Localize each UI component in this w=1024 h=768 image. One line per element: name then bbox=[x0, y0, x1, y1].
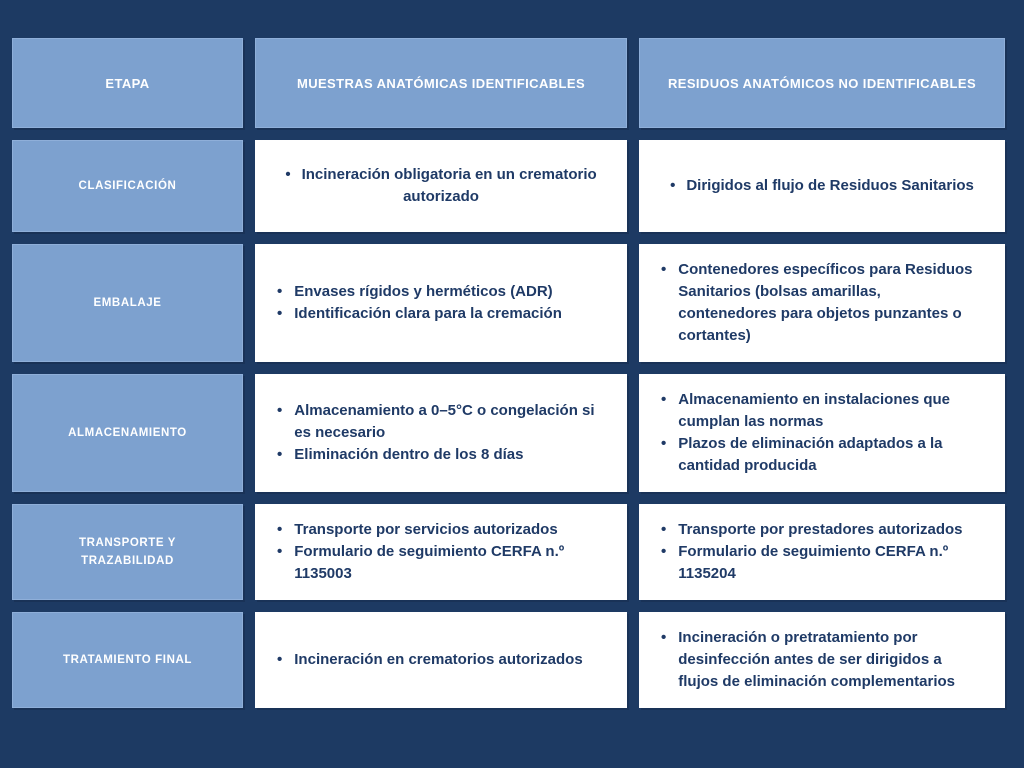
bullet-text: Identificación clara para la cremación bbox=[294, 305, 562, 322]
bullet-text: Transporte por prestadores autorizados bbox=[678, 521, 963, 539]
bullet-item bbox=[277, 303, 605, 325]
bullet-icon: • bbox=[661, 543, 667, 561]
content-cell bbox=[255, 504, 627, 600]
bullet-item bbox=[661, 433, 983, 477]
bullet-item bbox=[670, 175, 974, 197]
content-cell bbox=[639, 140, 1005, 232]
bullet-item bbox=[277, 400, 605, 444]
bullet-text: Formulario de seguimiento CERFA n.º 1135003 bbox=[294, 543, 565, 582]
bullet-text: Transporte por servicios autorizados bbox=[294, 521, 558, 539]
bullet-icon: • bbox=[277, 521, 283, 539]
bullet-icon: • bbox=[277, 283, 283, 301]
bullet-icon: • bbox=[661, 521, 667, 539]
bullet-icon: • bbox=[277, 651, 283, 669]
bullet-text: Plazos de eliminación adaptados a la cantidad producida bbox=[678, 435, 943, 474]
stage-cell: TRATAMIENTO FINAL bbox=[12, 612, 243, 708]
column-header-muestras-identificables: MUESTRAS ANATÓMICAS IDENTIFICABLES bbox=[255, 38, 627, 128]
bullet-text: Incineración obligatoria en un crematorio autorizado bbox=[301, 166, 597, 205]
bullet-text: Eliminación dentro de los 8 días bbox=[294, 445, 524, 463]
content-cell bbox=[255, 374, 627, 492]
bullet-icon: • bbox=[277, 445, 283, 463]
bullet-icon: • bbox=[277, 543, 283, 561]
bullet-text: Almacenamiento en instalaciones que cumplan las normas bbox=[678, 391, 951, 431]
column-header-etapa: ETAPA bbox=[12, 38, 243, 128]
content-cell bbox=[255, 612, 627, 708]
content-cell bbox=[255, 244, 627, 362]
bullet-text: Formulario de seguimiento CERFA n.º 1135204 bbox=[678, 543, 949, 582]
stage-cell: TRANSPORTE Y TRAZABILIDAD bbox=[12, 504, 243, 600]
bullet-item bbox=[277, 519, 605, 541]
content-cell bbox=[255, 140, 627, 232]
bullet-icon: • bbox=[661, 435, 667, 452]
bullet-item bbox=[661, 259, 983, 347]
bullet-item bbox=[661, 519, 983, 541]
bullet-text: Almacenamiento a 0–5°C o congelación si es necesario bbox=[294, 402, 595, 442]
bullet-icon: • bbox=[277, 402, 283, 420]
bullet-item bbox=[277, 281, 605, 303]
bullet-text: Dirigidos al flujo de Residuos Sanitarios bbox=[686, 177, 974, 195]
waste-management-table bbox=[12, 38, 1005, 708]
bullet-item bbox=[661, 541, 983, 585]
content-cell bbox=[639, 612, 1005, 708]
bullet-text: Envases rígidos y herméticos (ADR) bbox=[294, 283, 553, 301]
stage-cell: CLASIFICACIÓN bbox=[12, 140, 243, 232]
bullet-item bbox=[268, 164, 614, 208]
bullet-item bbox=[277, 649, 605, 671]
content-cell bbox=[639, 504, 1005, 600]
bullet-item bbox=[661, 389, 983, 433]
column-header-residuos-no-identificables: RESIDUOS ANATÓMICOS NO IDENTIFICABLES bbox=[639, 38, 1005, 128]
bullet-text: Contenedores específicos para Residuos Sanitarios (bolsas amarillas, contenedores para objetos punzantes o cortantes) bbox=[678, 261, 973, 344]
bullet-icon: • bbox=[285, 166, 291, 184]
stage-cell: ALMACENAMIENTO bbox=[12, 374, 243, 492]
bullet-icon: • bbox=[661, 261, 667, 279]
bullet-item bbox=[661, 627, 983, 693]
bullet-icon: • bbox=[277, 305, 283, 322]
content-cell bbox=[639, 244, 1005, 362]
stage-cell: EMBALAJE bbox=[12, 244, 243, 362]
bullet-item bbox=[277, 541, 605, 585]
bullet-item bbox=[277, 444, 605, 466]
bullet-text: Incineración en crematorios autorizados bbox=[294, 651, 583, 669]
bullet-text: Incineración o pretratamiento por desinfección antes de ser dirigidos a flujos de eliminación complementarios bbox=[678, 629, 955, 690]
bullet-icon: • bbox=[661, 629, 667, 647]
bullet-icon: • bbox=[670, 177, 676, 195]
bullet-icon: • bbox=[661, 391, 667, 409]
content-cell bbox=[639, 374, 1005, 492]
